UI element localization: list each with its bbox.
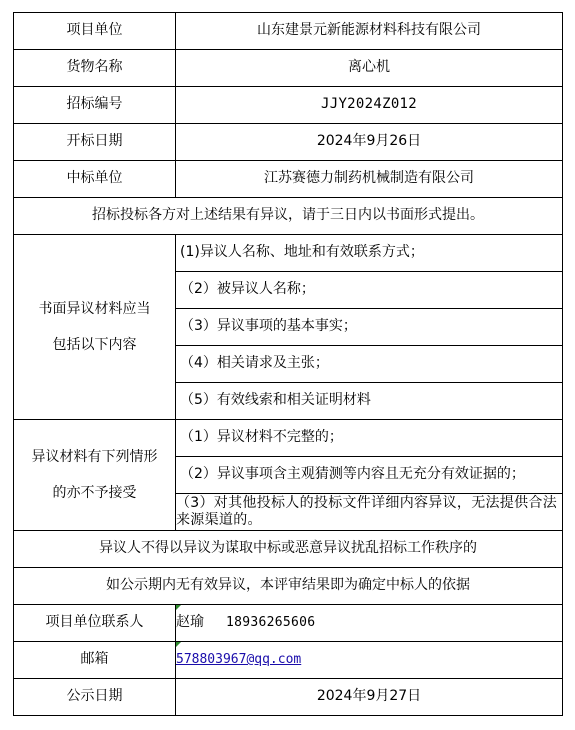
goods-name-label: 货物名称 <box>14 50 176 87</box>
notice-objection: 招标投标各方对上述结果有异议，请于三日内以书面形式提出。 <box>14 198 563 235</box>
row-notice-no-objection <box>14 568 563 605</box>
project-unit-label: 项目单位 <box>14 13 176 50</box>
written-materials-label-line2: 包括以下内容 <box>52 337 137 353</box>
rejected-materials-item: （3）对其他投标人的投标文件详细内容异议，无法提供合法来源渠道的。 <box>176 494 563 531</box>
row-publicity-date <box>14 679 563 716</box>
project-unit-value: 山东建景元新能源材料科技有限公司 <box>176 13 563 50</box>
notice-no-disrupt: 异议人不得以异议为谋取中标或恶意异议扰乱招标工作秩序的 <box>14 531 563 568</box>
email-cell-comment-marker <box>176 642 181 647</box>
written-materials-label <box>14 235 176 420</box>
result-table <box>13 12 563 716</box>
rejected-materials-label <box>14 420 176 531</box>
row-email <box>14 642 563 679</box>
row-notice-objection <box>14 198 563 235</box>
row-winner <box>14 161 563 198</box>
email-link[interactable]: 578803967@qq.com <box>176 652 302 668</box>
rejected-materials-item: （2）异议事项含主观猜测等内容且无充分有效证据的； <box>176 457 563 494</box>
publicity-date-label: 公示日期 <box>14 679 176 716</box>
notice-no-objection: 如公示期内无有效异议，本评审结果即为确定中标人的依据 <box>14 568 563 605</box>
row-tender-no <box>14 87 563 124</box>
written-materials-item: （4）相关请求及主张； <box>176 346 563 383</box>
tender-no-value: JJY2024Z012 <box>176 87 563 124</box>
contact-cell-comment-marker <box>176 605 181 610</box>
rejected-materials-item: （1）异议材料不完整的； <box>176 420 563 457</box>
contact-phone: 18936265606 <box>226 615 316 631</box>
contact-label: 项目单位联系人 <box>14 605 176 642</box>
written-materials-label-line1: 书面异议材料应当 <box>38 301 151 317</box>
rejected-materials-label-line1: 异议材料有下列情形 <box>31 449 158 465</box>
email-label: 邮箱 <box>14 642 176 679</box>
winner-value: 江苏赛德力制药机械制造有限公司 <box>176 161 563 198</box>
publicity-date-value: 2024年9月27日 <box>176 679 563 716</box>
row-written-materials-1 <box>14 235 563 272</box>
contact-name: 赵瑜 <box>176 614 204 631</box>
row-project-unit <box>14 13 563 50</box>
open-date-label: 开标日期 <box>14 124 176 161</box>
open-date-value: 2024年9月26日 <box>176 124 563 161</box>
written-materials-item: （5）有效线索和相关证明材料 <box>176 383 563 420</box>
email-cell <box>176 642 563 679</box>
goods-name-value: 离心机 <box>176 50 563 87</box>
row-goods-name <box>14 50 563 87</box>
row-contact <box>14 605 563 642</box>
written-materials-item: （2）被异议人名称； <box>176 272 563 309</box>
tender-no-label: 招标编号 <box>14 87 176 124</box>
row-open-date <box>14 124 563 161</box>
row-rejected-materials-1 <box>14 420 563 457</box>
contact-value <box>176 605 563 642</box>
written-materials-item: （3）异议事项的基本事实； <box>176 309 563 346</box>
row-notice-no-disrupt <box>14 531 563 568</box>
written-materials-item: (1)异议人名称、地址和有效联系方式； <box>176 235 563 272</box>
winner-label: 中标单位 <box>14 161 176 198</box>
rejected-materials-label-line2: 的亦不予接受 <box>52 485 137 501</box>
